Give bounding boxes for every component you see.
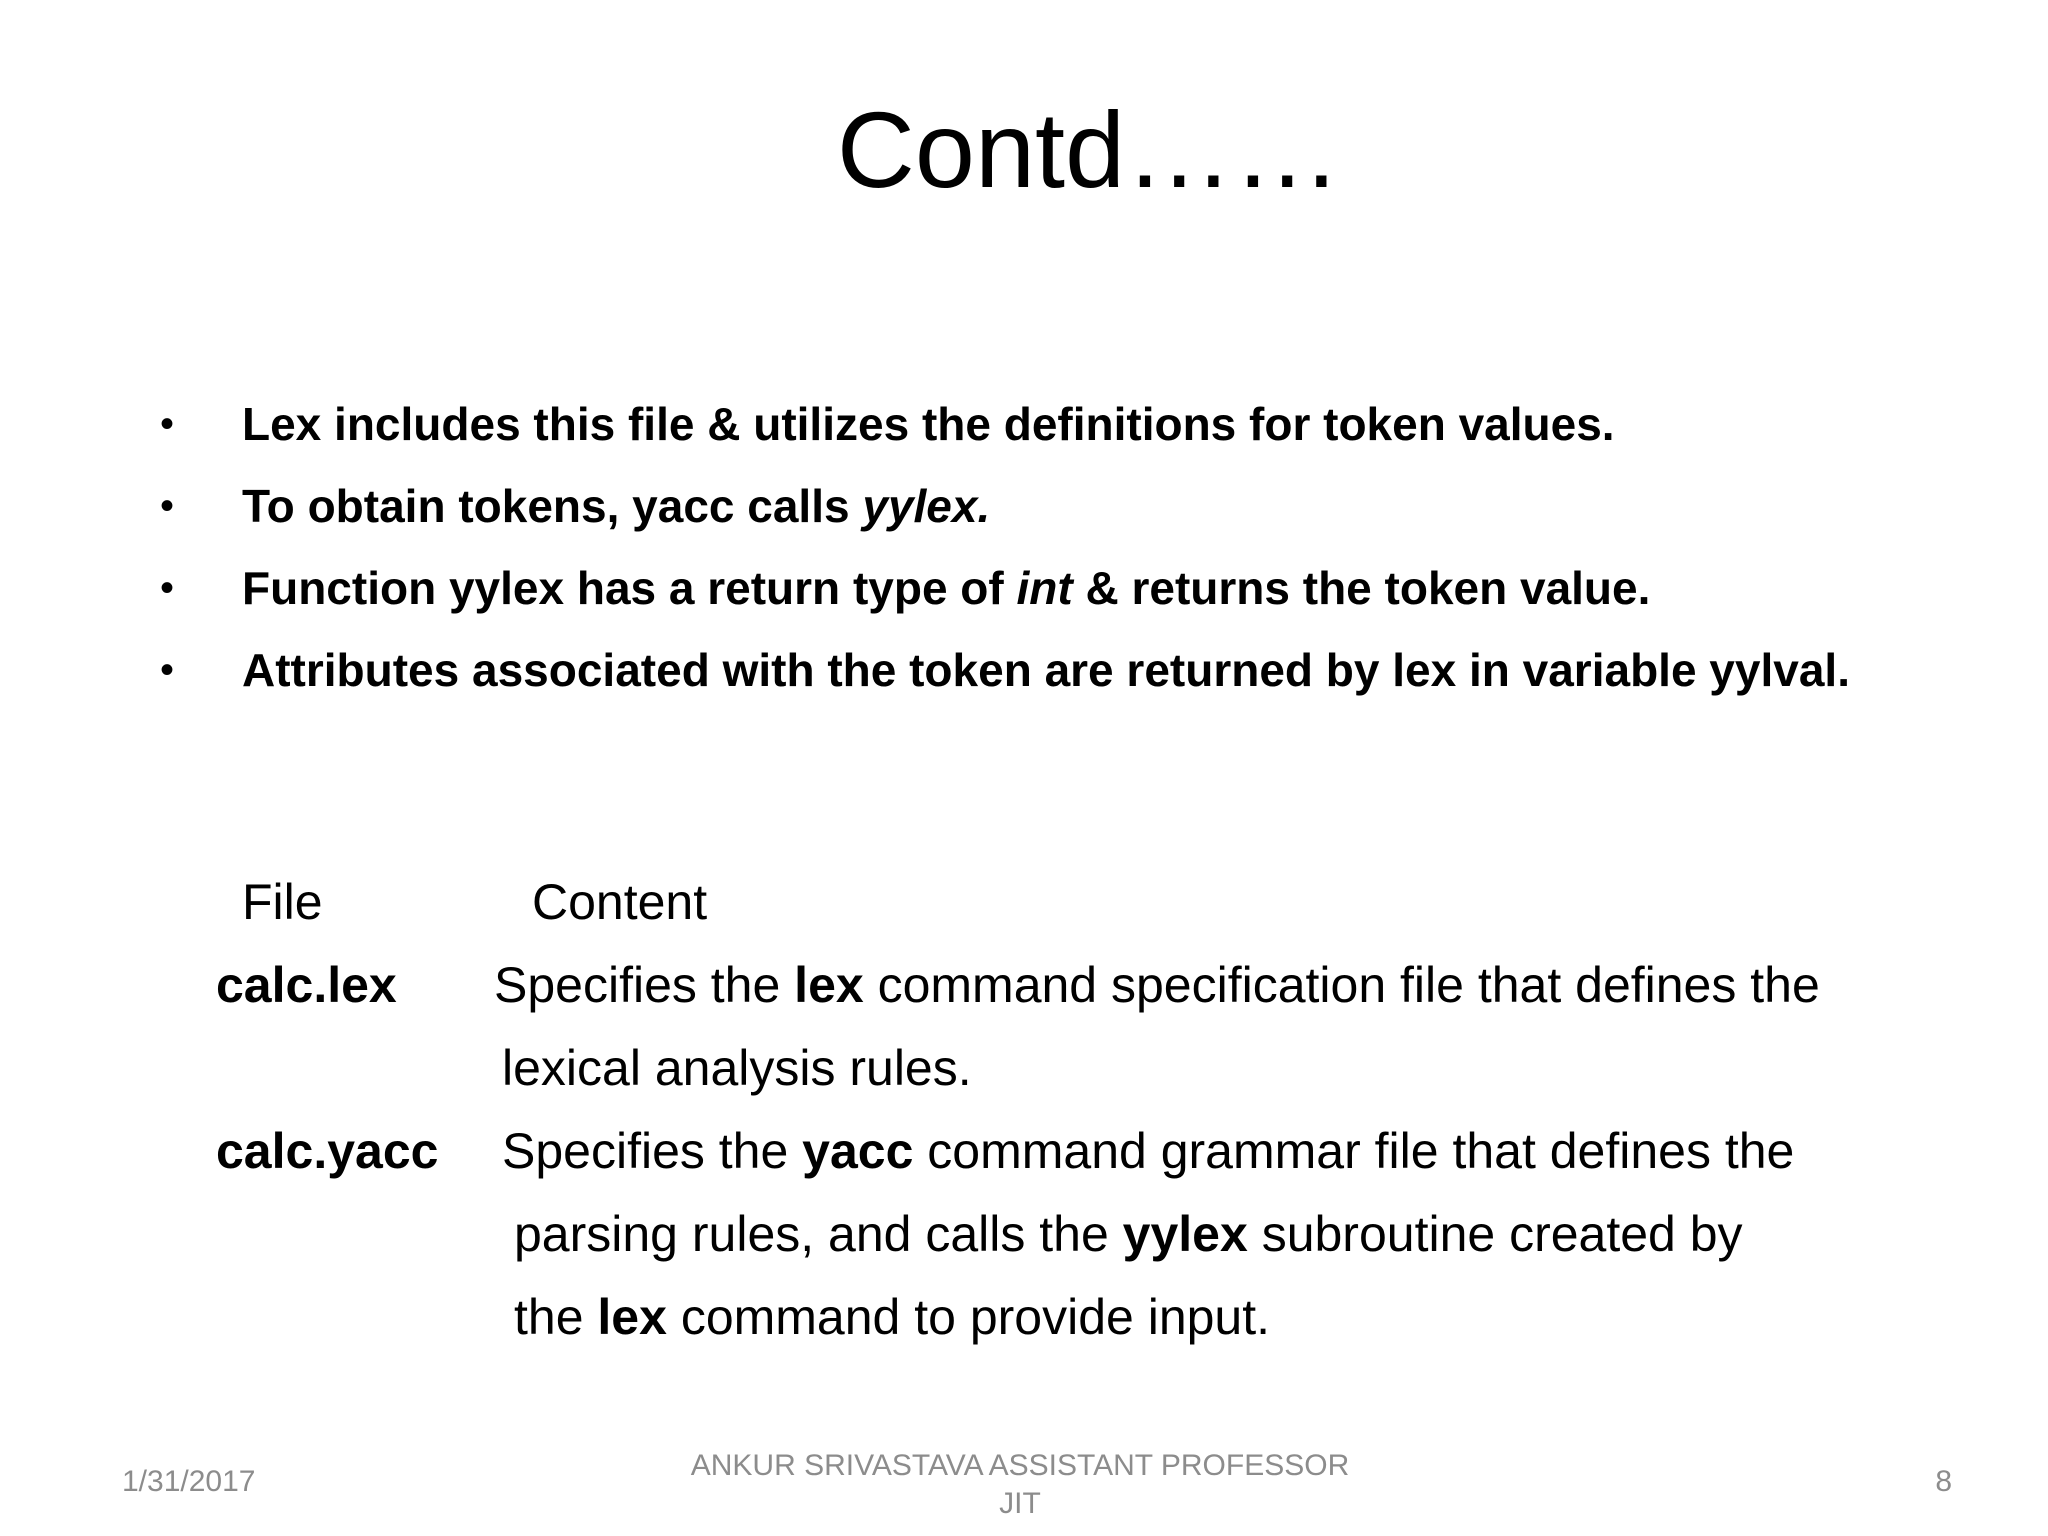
bullet-text-3b: int xyxy=(1016,562,1073,614)
bullet-item-3 xyxy=(160,559,1920,617)
table-row-calc-lex-desc-line2: lexical analysis rules. xyxy=(502,1040,972,1096)
table-row-calc-yacc-desc-line2: parsing rules, and calls the yylex subroutine created by xyxy=(514,1206,1743,1262)
footer-page-number: 8 xyxy=(1935,1465,1952,1498)
table-row-calc-yacc-file: calc.yacc xyxy=(216,1123,439,1179)
bullet-icon: • xyxy=(160,566,175,610)
bullet-text-4: Attributes associated with the token are returned by lex in variable yylval. xyxy=(242,644,1850,696)
bullet-item-4 xyxy=(160,641,1920,699)
table-row-calc-lex-desc-line1: Specifies the lex command specification file that defines the xyxy=(494,957,1820,1013)
bullet-icon: • xyxy=(160,402,175,446)
table-row-calc-yacc-desc-line3: the lex command to provide input. xyxy=(514,1289,1271,1345)
table-row-calc-yacc-desc-line1: Specifies the yacc command grammar file that defines the xyxy=(502,1123,1795,1179)
bullet-text-3c: & returns the token value. xyxy=(1072,562,1651,614)
bullet-item-1 xyxy=(160,395,1920,453)
footer-author xyxy=(620,1447,1420,1523)
bullet-text-1: Lex includes this file & utilizes the definitions for token values. xyxy=(242,398,1615,450)
bullet-text-3a: Function yylex has a return type of xyxy=(242,562,1017,614)
bullet-icon: • xyxy=(160,484,175,528)
bullet-text-2b: yylex. xyxy=(862,480,991,532)
table-header-content: Content xyxy=(532,874,708,930)
bullet-icon: • xyxy=(160,648,175,692)
bullet-text-2a: To obtain tokens, yacc calls xyxy=(242,480,863,532)
slide-title: Contd…… xyxy=(836,89,1342,210)
bullet-list xyxy=(160,395,1920,723)
footer-author-line2: JIT xyxy=(999,1487,1041,1520)
footer-date: 1/31/2017 xyxy=(122,1465,256,1498)
bullet-item-2 xyxy=(160,477,1920,535)
footer-author-line1: ANKUR SRIVASTAVA ASSISTANT PROFESSOR xyxy=(690,1449,1350,1482)
table-header-file: File xyxy=(242,874,323,930)
table-row-calc-lex-file: calc.lex xyxy=(216,957,397,1013)
